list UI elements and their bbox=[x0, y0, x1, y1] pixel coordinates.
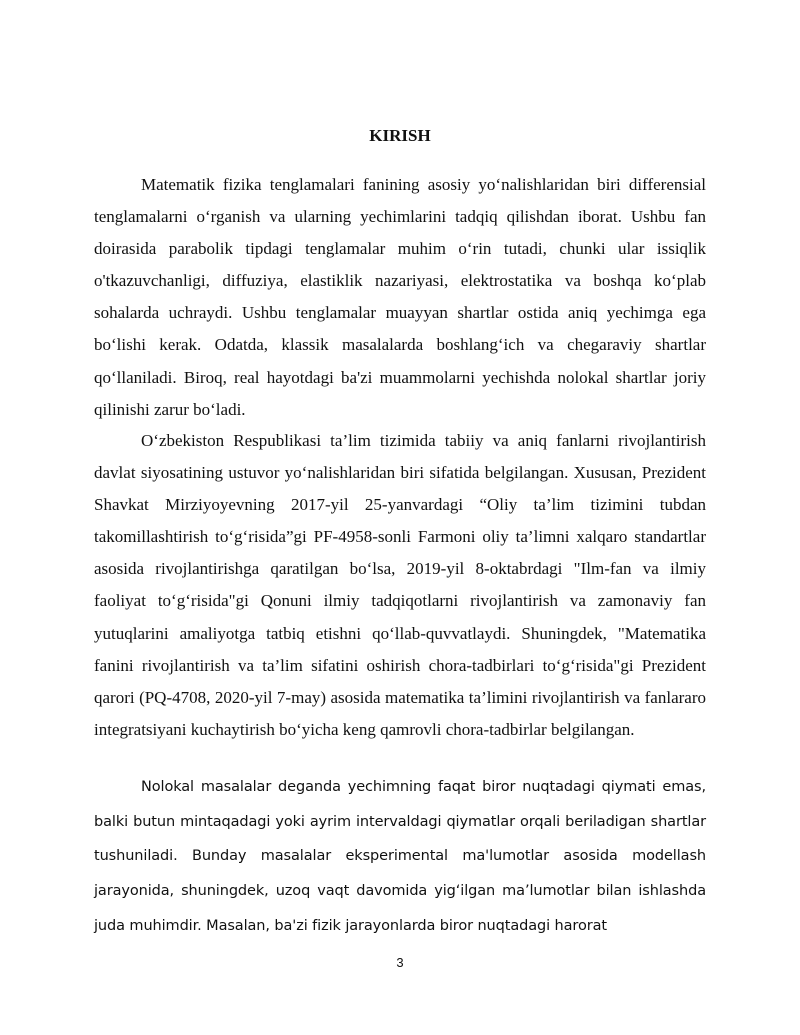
page-number: 3 bbox=[396, 955, 404, 970]
paragraph-3: Nolokal masalalar deganda yechimning faqat biror nuqtadagi qiymati emas, balki butun mintaqadagi yoki ayrim intervaldagi qiymatlar orqali beriladigan shartlar tushuniladi. Bunday masalalar eksperimental ma'lumotlar asosida modellash jarayonida, shuningdek, uzoq vaqt davomida yig‘ilgan ma’lumotlar bilan ishlashda juda muhimdir. Masalan, ba'zi fizik jarayonlarda biror nuqtadagi harorat bbox=[94, 779, 706, 934]
section-heading: KIRISH bbox=[369, 126, 431, 145]
paragraph-2: O‘zbekiston Respublikasi ta’lim tizimida tabiiy va aniq fanlarni rivojlantirish davlat siyosatining ustuvor yo‘nalishlaridan biri sifatida belgilangan. Xususan, Prezident Shavkat Mirziyoyevning 2017-yil 25-yanvardagi “Oliy ta’lim tizimini tubdan takomillashtirish to‘g‘risida”gi PF-4958-sonli Farmoni oliy ta’limni xalqaro standartlar asosida rivojlantirishga qaratilgan bo‘lsa, 2019-yil 8-oktabrdagi "Ilm-fan va ilmiy faoliyat to‘g‘risida"gi Qonuni ilmiy tadqiqotlarni rivojlantirish va zamonaviy fan yutuqlarini amaliyotga tatbiq etishni qo‘llab-quvvatlaydi. Shuningdek, "Matematika fanini rivojlantirish va ta’lim sifatini oshirish chora-tadbirlari to‘g‘risida"gi Prezident qarori (PQ-4708, 2020-yil 7-may) asosida matematika ta’limini rivojlantirish va fanlararo integratsiyani kuchaytirish bo‘yicha keng qamrovli chora-tadbirlar belgilangan. bbox=[94, 431, 706, 739]
paragraph-1: Matematik fizika tenglamalari fanining asosiy yo‘nalishlaridan biri differensial tenglamalarni o‘rganish va ularning yechimlarini tadqiq qilishdan iborat. Ushbu fan doirasida parabolik tipdagi tenglamalar muhim o‘rin tutadi, chunki ular issiqlik o'tkazuvchanligi, diffuziya, elastiklik nazariyasi, elektrostatika va boshqa ko‘plab sohalarda uchraydi. Ushbu tenglamalar muayyan shartlar ostida aniq yechimga ega bo‘lishi kerak. Odatda, klassik masalalarda boshlang‘ich va chegaraviy shartlar qo‘llaniladi. Biroq, real hayotdagi ba'zi muammolarni yechishda nolokal shartlar joriy qilinishi zarur bo‘ladi. bbox=[94, 175, 706, 419]
